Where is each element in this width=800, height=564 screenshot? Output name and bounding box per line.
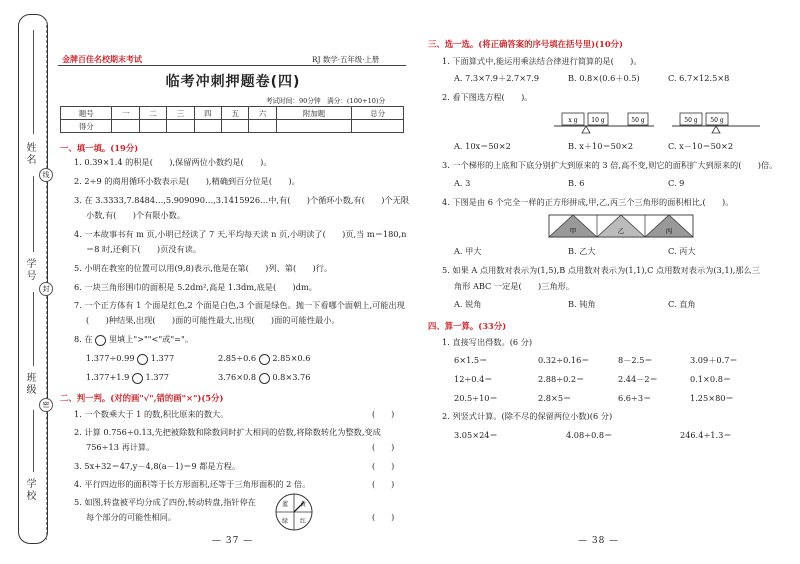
choose-q5-option-c[interactable]: C. 直角 — [668, 299, 696, 309]
exam-info: 考试时间：90分钟 满分：(100+10)分 — [266, 97, 386, 105]
choose-q4-option-a[interactable]: A. 甲大 — [454, 246, 482, 256]
score-cell: 六 — [249, 107, 276, 120]
calc-q1: 1. 直接写出得数。(6 分) — [442, 337, 533, 347]
judge-q5-line2: 每个部分的可能性相同。 — [86, 512, 177, 522]
compare-input-circle[interactable] — [259, 373, 270, 384]
choose-q3-option-a[interactable]: A. 3 — [454, 178, 471, 188]
score-row-label: 得分 — [61, 120, 112, 133]
cut-line — [46, 20, 47, 540]
fill-q7-line2: ( )种结果,出现( )面的可能性最大,出现( )面的可能性最小。 — [86, 315, 340, 325]
fill-q1: 1. 0.39×1.4 的积是( ),保留两位小数约是( )。 — [74, 157, 272, 167]
triangle-label: 乙 — [617, 227, 625, 235]
choose-q4-option-b[interactable]: B. 乙大 — [568, 246, 596, 256]
calc-item[interactable]: 2.88÷0.2＝ — [538, 374, 585, 384]
fill-q5: 5. 小明在教室的位置可以用(9,8)表示,他是在第( )列、第( )行。 — [74, 263, 333, 273]
fill-q3-line2: 小数,有( )个有限小数。 — [86, 210, 186, 220]
score-cell: 附加题 — [276, 107, 352, 120]
choose-q1-option-a[interactable]: A. 7.3×7.9＋2.7×7.9 — [454, 73, 540, 83]
calc-item[interactable]: 8－2.5＝ — [618, 355, 653, 365]
class-label: 班级 — [24, 372, 35, 396]
fill-q6: 6. 一块三角形围巾的面积是 5.2dm²,高是 1.3dm,底是( )dm。 — [74, 282, 317, 292]
six-squares-figure — [548, 214, 698, 238]
compare-item-3 — [86, 372, 169, 384]
page-number-right: — 38 — — [578, 536, 620, 546]
choose-q1-option-b[interactable]: B. 0.8×(0.6＋0.5) — [568, 73, 640, 83]
judge-answer-1[interactable]: ( ) — [372, 410, 395, 419]
compare-item-4 — [218, 372, 310, 384]
score-table-score-row — [61, 120, 404, 133]
vertical-calc-item[interactable]: 246.4÷1.3＝ — [680, 430, 732, 440]
compare-input-circle[interactable] — [132, 373, 143, 384]
score-input-cell[interactable] — [352, 120, 404, 133]
judge-q4: 4. 平行四边形的面积等于长方形面积,还等于三角形面积的 2 倍。 — [74, 479, 311, 489]
spinner-sector: 绿 — [281, 518, 289, 525]
calc-item[interactable]: 6.6÷3＝ — [618, 393, 652, 403]
class-field-line[interactable] — [33, 292, 34, 366]
weight-label: x g — [568, 117, 578, 124]
calc-item[interactable]: 2.8×5＝ — [538, 393, 572, 403]
choose-q4: 4. 下图是由 6 个完全一样的正方形拼成,甲,乙,丙三个三角形的面积相比,( )。 — [442, 197, 734, 207]
vertical-calc-item[interactable]: 4.08÷0.8＝ — [566, 430, 613, 440]
choose-q5-option-b[interactable]: B. 钝角 — [568, 299, 596, 309]
compare-left: 1.377÷0.99 — [86, 353, 135, 363]
judge-answer-2[interactable]: ( ) — [372, 443, 395, 452]
section-judge-heading: 二、判一判。(对的画"√",错的画"×")(5分) — [60, 393, 224, 403]
calc-item[interactable]: 3.09＋0.7＝ — [690, 355, 738, 365]
score-cell: 总分 — [352, 107, 404, 120]
header-rule — [58, 65, 406, 66]
compare-input-circle[interactable] — [137, 354, 148, 365]
score-cell: 二 — [139, 107, 166, 120]
compare-right: 1.377 — [145, 372, 169, 382]
student-id-label: 学号 — [24, 258, 35, 282]
compare-item-2 — [218, 353, 310, 365]
name-label: 姓名 — [24, 142, 35, 166]
choose-q3-option-b[interactable]: B. 6 — [568, 178, 585, 188]
spinner-sector: 蓝 — [281, 501, 289, 508]
weight-label: 50 g — [710, 117, 724, 124]
score-cell: 三 — [167, 107, 194, 120]
choose-q5-line1: 5. 如果 A 点用数对表示为(1,5),B 点用数对表示为(1,1),C 点用数对表示为(3,1),那么三 — [442, 265, 760, 275]
seal-mark-line: 线 — [39, 168, 53, 182]
weight-label: 50 g — [684, 117, 698, 124]
compare-right: 2.85×0.6 — [272, 353, 311, 363]
triangle-label: 丙 — [665, 227, 673, 235]
fill-q8 — [74, 334, 193, 346]
score-input-cell[interactable] — [167, 120, 194, 133]
calc-item[interactable]: 12÷0.4＝ — [454, 374, 493, 384]
fill-q8-head: 8. 在 — [74, 334, 93, 344]
score-input-cell[interactable] — [139, 120, 166, 133]
calc-item[interactable]: 1.25×80＝ — [690, 393, 734, 403]
edition-label: RJ 数学·五年级·上册 — [312, 55, 380, 64]
page-number-left: — 37 — — [212, 536, 254, 546]
score-table-header-row — [61, 107, 404, 120]
section-calc-heading: 四、算一算。(33分) — [428, 321, 507, 331]
choose-q3-option-c[interactable]: C. 9 — [668, 178, 685, 188]
score-cell: 题号 — [61, 107, 112, 120]
student-id-field-line[interactable] — [33, 176, 34, 252]
choose-q2-option-c[interactable]: C. x－10＝50×2 — [668, 141, 734, 151]
choose-q3: 3. 一个梯形的上底和下底分别扩大到原来的 3 倍,高不变,则它的面积扩大到原来的( )倍。 — [442, 160, 778, 170]
fill-q4-line1: 4. 一本故事书有 m 页,小明已经读了 7 天,平均每天读 n 页,小明读了( )页,当 m＝180,n — [74, 229, 407, 239]
fill-q3-line1: 3. 在 3.3333,7.8484…,5.909090…,3.1415926…中,有( )个循环小数,有( )个无限 — [74, 195, 410, 205]
brand-label: 金牌百佳名校期末考试 — [62, 54, 142, 64]
score-input-cell[interactable] — [222, 120, 249, 133]
score-input-cell[interactable] — [249, 120, 276, 133]
fill-q8-tail: 里填上">""<"或"="。 — [108, 334, 193, 344]
vertical-calc-item[interactable]: 3.05×24＝ — [454, 430, 498, 440]
score-input-cell[interactable] — [276, 120, 352, 133]
spinner-sector: 红 — [299, 518, 307, 525]
score-cell: 四 — [194, 107, 221, 120]
choose-q1-option-c[interactable]: C. 6.7×12.5×8 — [668, 73, 730, 83]
choose-q2-option-a[interactable]: A. 10x＝50×2 — [454, 141, 511, 151]
judge-q5-line1: 5. 如图,转盘被平均分成了四份,转动转盘,指针停在 — [74, 497, 256, 507]
section-fill-heading: 一、填一填。(19分) — [60, 143, 139, 153]
compare-item-1 — [86, 353, 174, 365]
choose-q2-option-b[interactable]: B. x＋10＝50×2 — [568, 141, 634, 151]
choose-q1: 1. 下面算式中,能运用乘法结合律进行简算的是( )。 — [442, 56, 642, 66]
school-field-line[interactable] — [33, 410, 34, 472]
judge-answer-5[interactable]: ( ) — [372, 513, 395, 522]
choose-q2: 2. 看下图选方程( )。 — [442, 92, 533, 102]
judge-q1: 1. 一个数乘大于 1 的数,积比原来的数大。 — [74, 409, 229, 419]
compare-right: 0.8×3.76 — [272, 372, 311, 382]
score-input-cell[interactable] — [112, 120, 139, 133]
choose-q5-line2: 角形 ABC 一定是( )三角形。 — [454, 281, 575, 291]
calc-q2: 2. 列竖式计算。(除不尽的保留两位小数)(6 分) — [442, 411, 613, 421]
judge-answer-4[interactable]: ( ) — [372, 480, 395, 489]
seal-mark-secret: 密 — [39, 398, 53, 412]
circle-blank-icon — [95, 335, 106, 346]
page-title: 临考冲刺押题卷(四) — [165, 74, 301, 90]
calc-item[interactable]: 0.1×0.8＝ — [690, 374, 732, 384]
school-label: 学校 — [24, 478, 35, 502]
fill-q4-line2: ＝8 时,还剩下( )页没有读。 — [86, 244, 202, 254]
score-input-cell[interactable] — [194, 120, 221, 133]
judge-q2-line1: 2. 计算 0.756÷0.13,先把被除数和除数同时扩大相同的倍数,将除数转化为整数,变成 — [74, 427, 381, 437]
score-cell: 一 — [112, 107, 139, 120]
score-table — [60, 106, 404, 133]
judge-q2-line2: 756÷13 再计算。 — [86, 442, 155, 452]
judge-q3: 3. 5x+32＝47,y－4,8(a－1)＝9 都是方程。 — [74, 461, 241, 471]
score-cell: 五 — [222, 107, 249, 120]
calc-item[interactable]: 2.44－2＝ — [618, 374, 658, 384]
compare-input-circle[interactable] — [259, 354, 270, 365]
choose-q5-option-a[interactable]: A. 锐角 — [454, 299, 482, 309]
section-choose-heading: 三、选一选。(将正确答案的序号填在括号里)(10分) — [428, 39, 624, 49]
fill-q2: 2. 2÷9 的商用循环小数表示是( ),精确到百分位是( )。 — [74, 176, 300, 186]
calc-item[interactable]: 6×1.5＝ — [454, 355, 488, 365]
weight-label: 10 g — [591, 117, 605, 124]
weight-label: 50 g — [631, 117, 645, 124]
compare-left: 3.76×0.8 — [218, 372, 257, 382]
compare-left: 1.377+1.9 — [86, 372, 130, 382]
spinner-figure — [274, 492, 314, 532]
calc-item[interactable]: 0.32÷0.16＝ — [538, 355, 590, 365]
spinner-sector: 黄 — [299, 501, 307, 508]
triangle-label: 甲 — [569, 227, 577, 235]
calc-item[interactable]: 20.5÷10＝ — [454, 393, 498, 403]
fill-q7-line1: 7. 一个正方体有 1 个面是红色,2 个面是白色,3 个面是绿色。抛一下看哪个面朝上,可能出现 — [74, 300, 405, 310]
compare-left: 2.85÷0.6 — [218, 353, 257, 363]
seal-mark-seal: 封 — [39, 282, 53, 296]
balance-scales-figure — [548, 104, 778, 134]
choose-q4-option-c[interactable]: C. 丙大 — [668, 246, 696, 256]
judge-answer-3[interactable]: ( ) — [372, 462, 395, 471]
compare-right: 1.377 — [150, 353, 175, 363]
